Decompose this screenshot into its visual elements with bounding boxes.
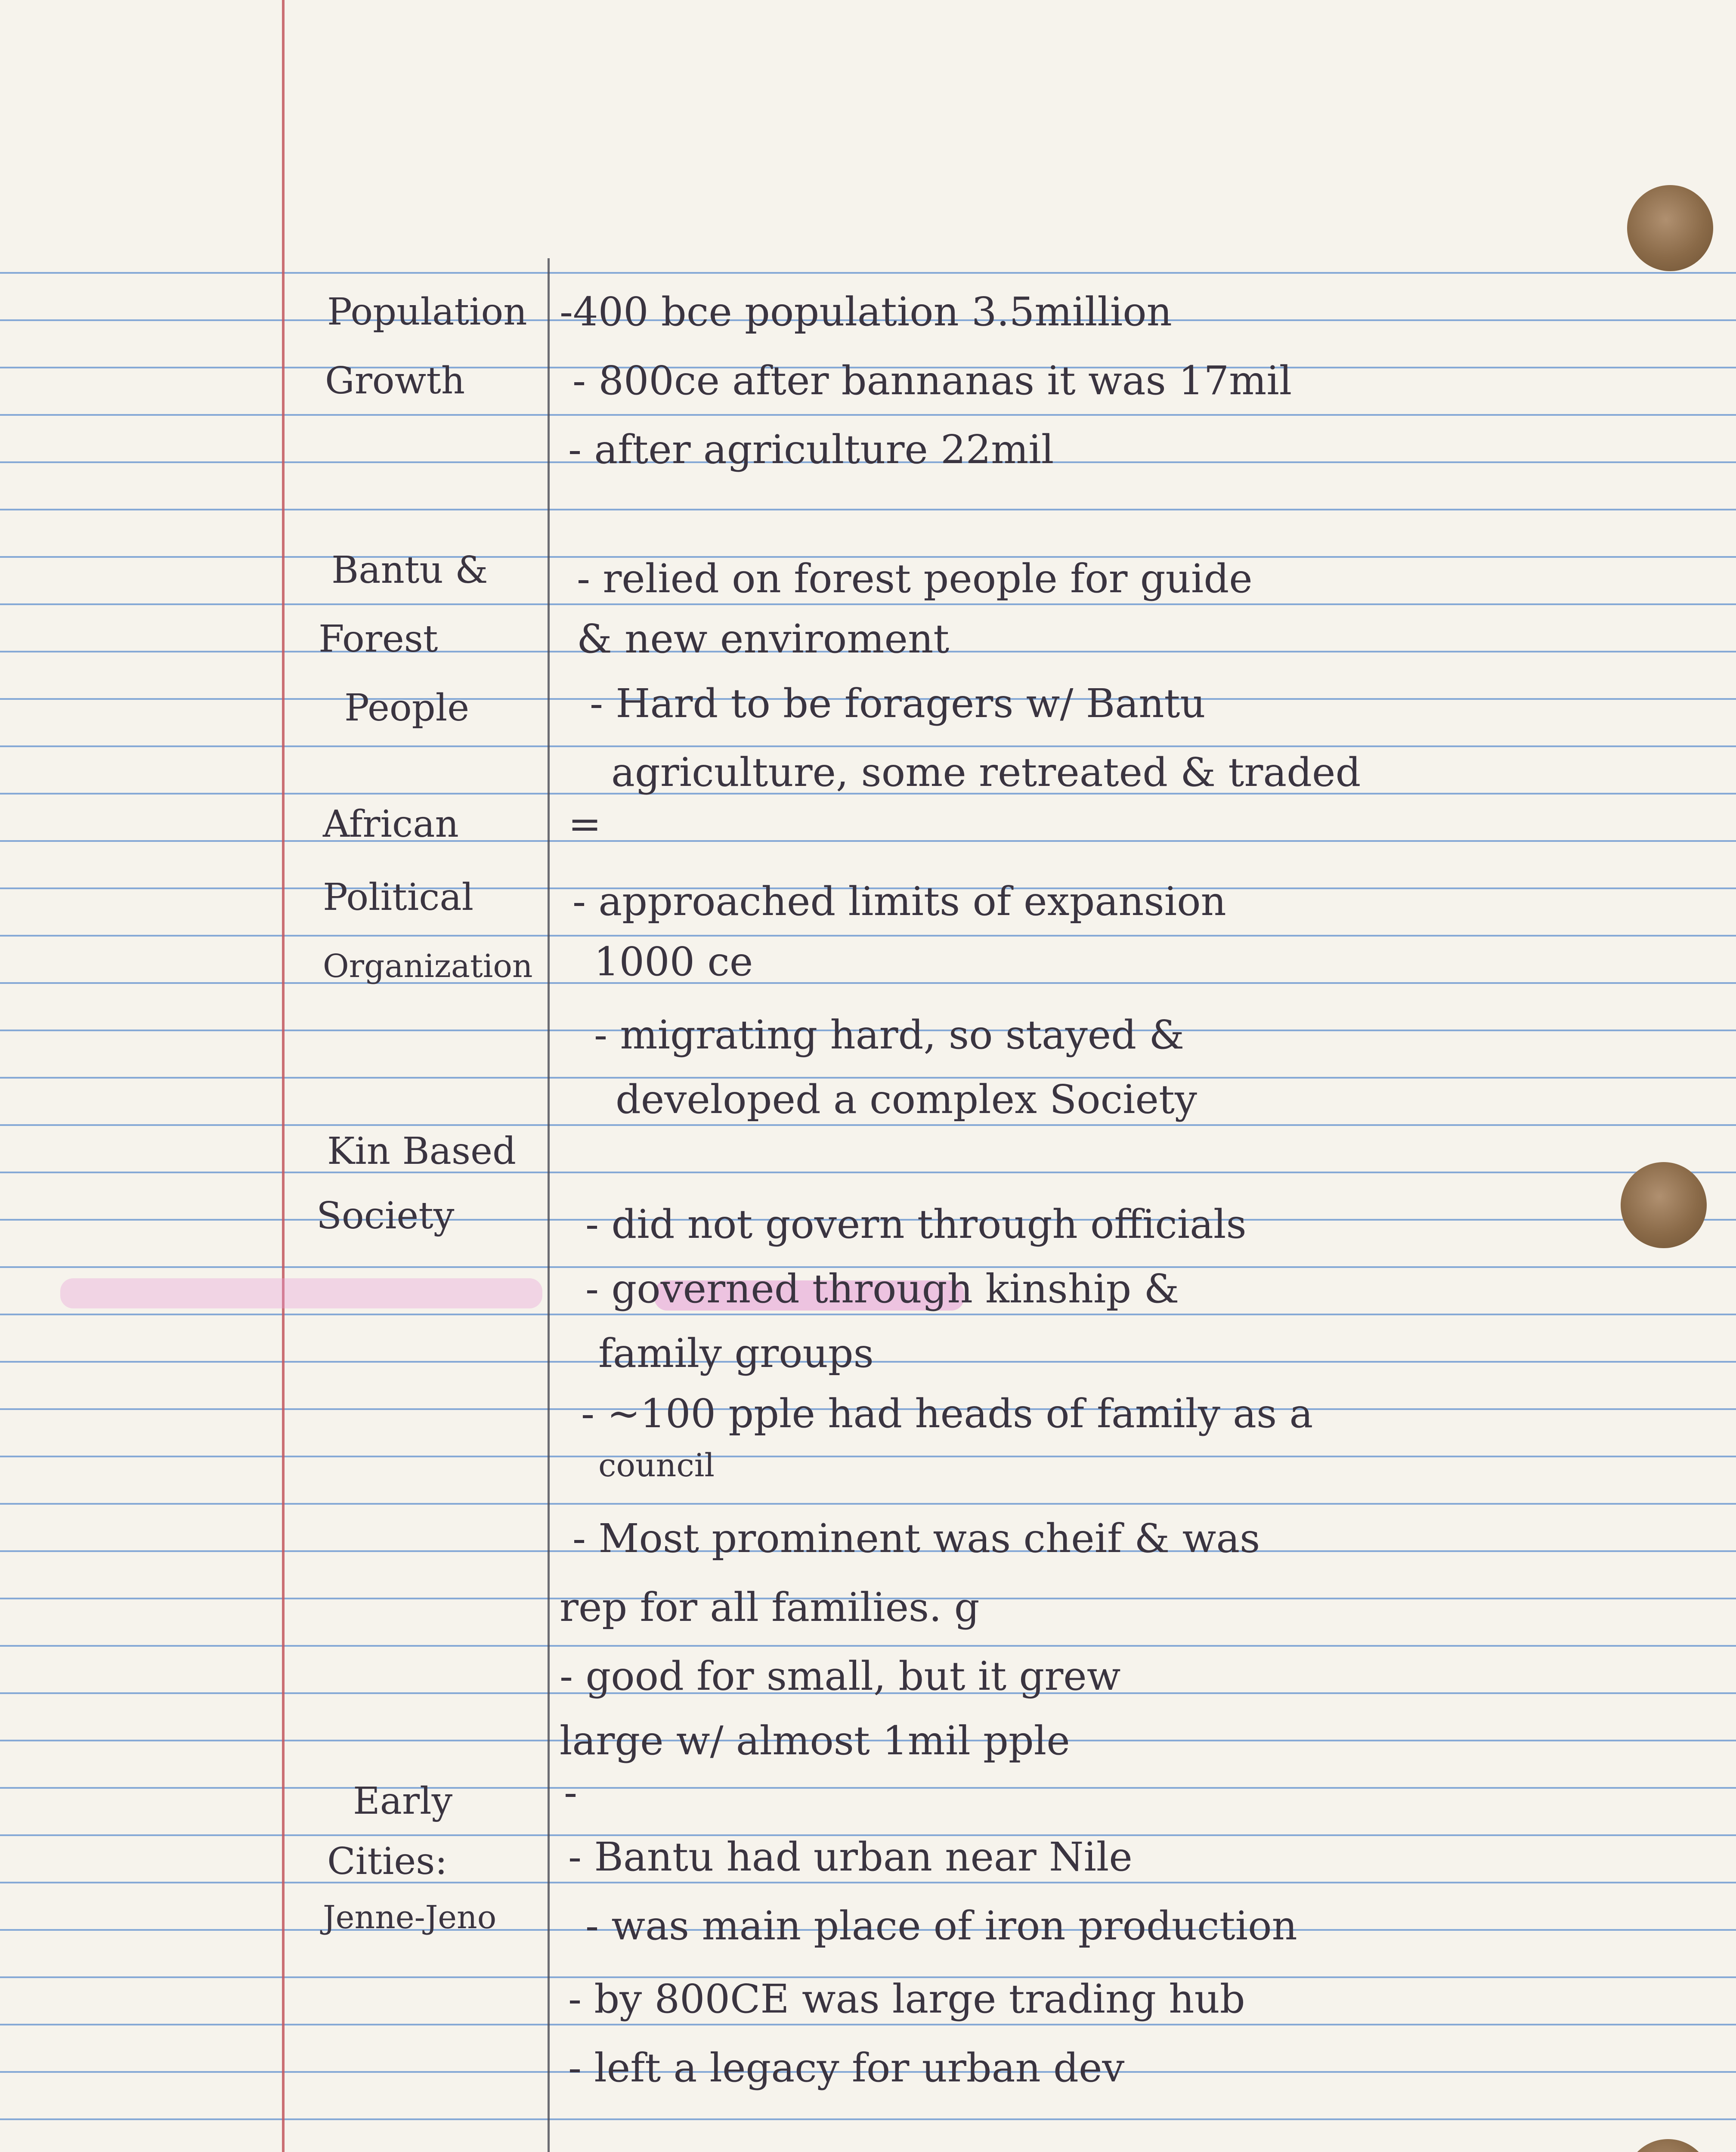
heading-population: Population (327, 291, 527, 334)
note-line: - relied on forest people for guide (577, 556, 1253, 602)
note-line: - Hard to be foragers w/ Bantu (590, 680, 1206, 727)
note-line: = (568, 801, 602, 847)
note-line: large w/ almost 1mil pple (560, 1718, 1070, 1764)
heading-forest: Forest (319, 618, 438, 661)
note-line: -400 bce population 3.5million (560, 289, 1172, 335)
binder-hole (1627, 185, 1713, 271)
note-line: agriculture, some retreated & traded (611, 749, 1361, 795)
note-line: - was main place of iron production (585, 1903, 1297, 1949)
note-line: - Bantu had urban near Nile (568, 1834, 1133, 1880)
note-line: council (598, 1447, 715, 1484)
note-line: - 800ce after bannanas it was 17mil (572, 358, 1292, 404)
note-line: - good for small, but it grew (560, 1653, 1121, 1699)
heading-political: Political (323, 876, 474, 919)
note-line: - migrating hard, so stayed & (594, 1012, 1185, 1058)
note-line: - did not govern through officials (585, 1201, 1247, 1247)
heading-people: People (344, 686, 470, 730)
note-line: - left a legacy for urban dev (568, 2045, 1125, 2091)
heading-cities: Cities: (327, 1840, 448, 1883)
heading-growth: Growth (325, 359, 465, 402)
heading-early: Early (353, 1780, 453, 1823)
note-line: & new enviroment (577, 616, 950, 662)
binder-hole (1621, 1162, 1707, 1248)
heading-bantu: Bantu & (331, 549, 488, 592)
binder-hole (1625, 2139, 1711, 2152)
heading-kin-based: Kin Based (327, 1130, 517, 1173)
note-line: - ~100 pple had heads of family as a (581, 1391, 1313, 1437)
heading-organization: Organization (323, 948, 533, 985)
heading-society: Society (316, 1194, 455, 1237)
note-line: - after agriculture 22mil (568, 427, 1054, 473)
note-line: family groups (598, 1330, 874, 1376)
margin-line (282, 0, 285, 2152)
highlighter-mark (60, 1278, 542, 1308)
column-divider (548, 258, 550, 2152)
note-line: rep for all families. g (560, 1584, 980, 1630)
heading-jenne-jeno: Jenne-Jeno (323, 1899, 497, 1936)
note-line: developed a complex Society (616, 1076, 1197, 1122)
note-line: - approached limits of expansion (572, 878, 1226, 924)
heading-african: African (323, 803, 459, 846)
note-line: - by 800CE was large trading hub (568, 1976, 1245, 2022)
note-line: 1000 ce (594, 939, 753, 985)
note-line: - Most prominent was cheif & was (572, 1515, 1260, 1561)
note-line: - governed through kinship & (585, 1266, 1179, 1312)
note-line: - (564, 1769, 578, 1815)
